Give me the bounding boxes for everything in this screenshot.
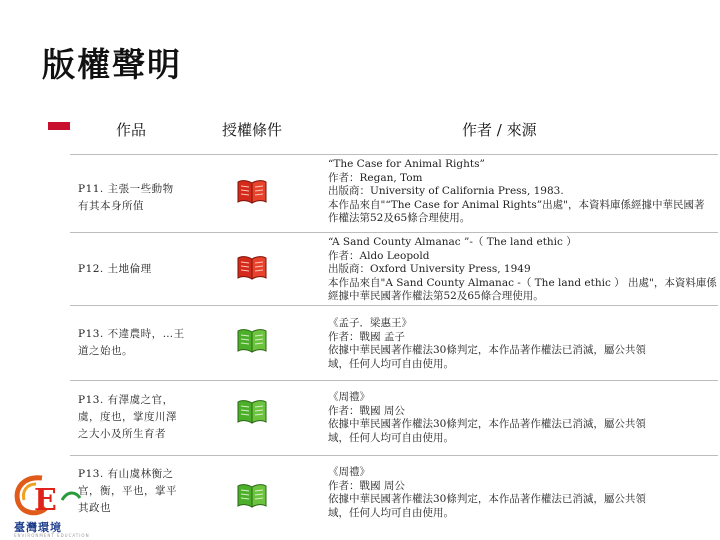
work-cell: P11. 主張一些動物 有其本身所值 (78, 183, 174, 212)
divider (70, 154, 718, 155)
divider (70, 380, 718, 381)
title-accent-bar (48, 122, 70, 130)
green-book-icon (236, 398, 268, 426)
work-cell: P13. 有山虞林衡之 官，衡，平也，掌平 其政也 (78, 468, 177, 514)
logo-text: 臺灣環境 (14, 521, 62, 534)
green-book-icon (236, 482, 268, 510)
divider (70, 232, 718, 233)
divider (70, 305, 718, 306)
author-cell: 《周禮》 作者：戰國 周公 依據中華民國著作權法30條判定，本作品著作權法已消滅，屬公共領 域，任何人均可自由使用。 (328, 391, 646, 444)
header-work: 作品 (116, 121, 147, 139)
author-cell: 《孟子．梁惠王》 作者：戰國 孟子 依據中華民國著作權法30條判定，本作品著作權法已消滅，屬公共領 域，任何人均可自由使用。 (328, 317, 646, 370)
header-author: 作者 / 來源 (462, 121, 537, 139)
logo-subtext: ENVIRONMENT EDUCATION (14, 533, 90, 538)
author-cell: 《周禮》 作者：戰國 周公 依據中華民國著作權法30條判定，本作品著作權法已消滅，屬公共領 域，任何人均可自由使用。 (328, 466, 646, 519)
red-book-icon (236, 254, 268, 282)
divider (70, 455, 718, 456)
work-cell: P13. 不違農時，…王 道之始也。 (78, 328, 185, 357)
work-cell: P12. 土地倫理 (78, 263, 152, 275)
author-cell: “The Case for Animal Rights” 作者：Regan, Tom 出版商：University of California Press, 1983. 本作品來自"“The Case for Animal Rights”出處"，本資料庫係經據中華民國著 作權法第52及65條合理使用。 (328, 158, 705, 224)
author-cell: “A Sand County Almanac ”-（ The land ethic ） 作者：Aldo Leopold 出版商：Oxford University Press, 1949 本作品來自"A Sand County Almanac -（ The land ethic ） 出處"，本資料庫係 經據中華民國著作權法第52及65條合理使用。 (328, 236, 717, 302)
green-book-icon (236, 327, 268, 355)
page-title: 版權聲明 (42, 45, 182, 84)
red-book-icon (236, 178, 268, 206)
svg-text:E: E (34, 483, 57, 518)
work-cell: P13. 有澤虞之官， 虞，度也，掌度川澤 之大小及所生育者 (78, 394, 177, 440)
header-license: 授權條件 (222, 121, 283, 139)
